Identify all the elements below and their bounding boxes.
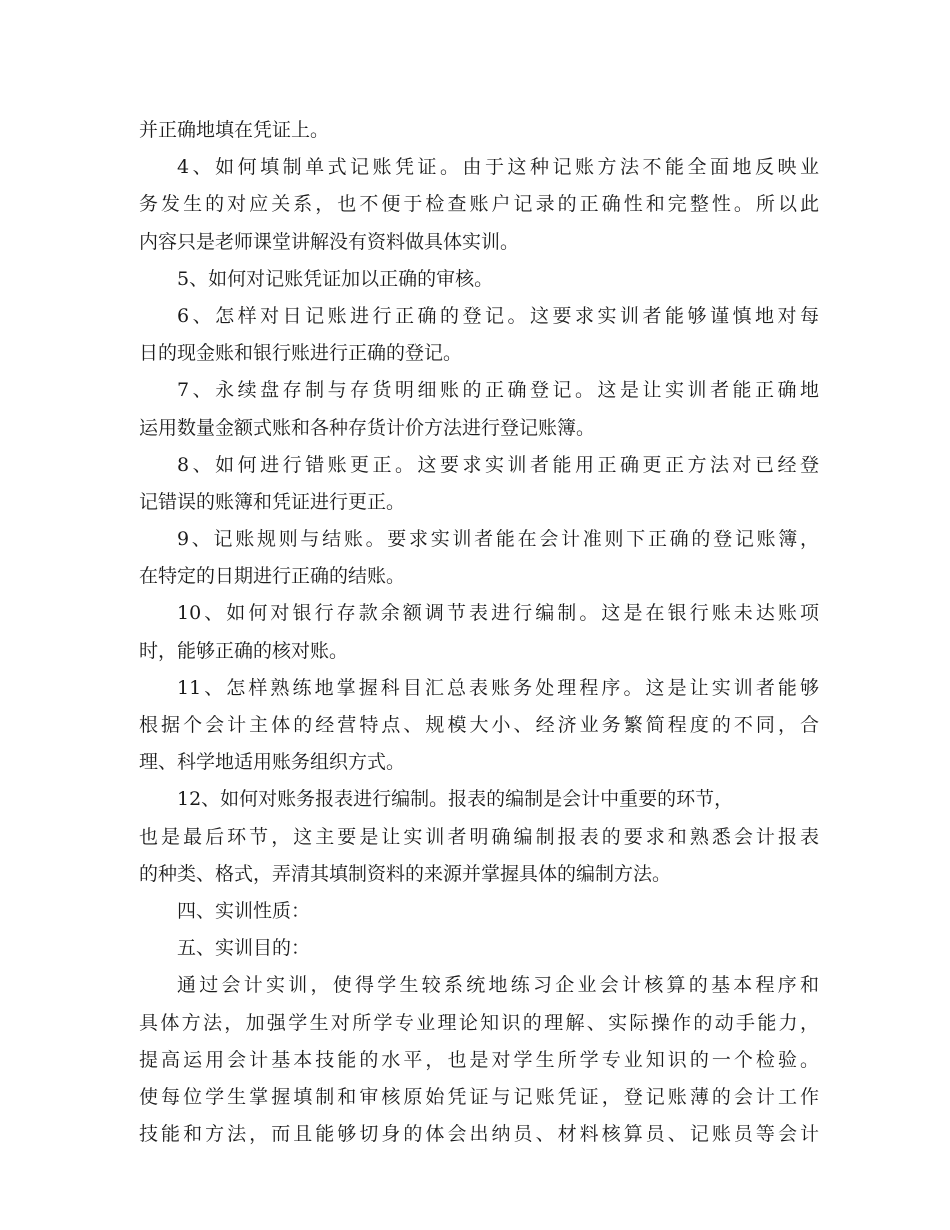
text-line: 理、科学地适用账务组织方式。	[139, 751, 406, 774]
text-line: 具体方法，加强学生对所学专业理论知识的理解、实际操作的动手能力，	[139, 1011, 819, 1034]
text-line: 日的现金账和银行账进行正确的登记。	[139, 342, 463, 365]
text-line: 7、永续盘存制与存货明细账的正确登记。这是让实训者能正确地	[177, 379, 819, 402]
text-line: 10、如何对银行存款余额调节表进行编制。这是在银行账未达账项	[177, 602, 819, 625]
text-line: 8、如何进行错账更正。这要求实训者能用正确更正方法对已经登	[177, 453, 819, 476]
text-line: 12、如何对账务报表进行编制。报表的编制是会计中重要的环节，	[177, 788, 734, 811]
text-line: 5、如何对记账凭证加以正确的审核。	[177, 267, 494, 290]
text-line: 四、实训性质：	[177, 899, 311, 922]
text-line: 并正确地填在凭证上。	[139, 119, 330, 141]
text-line: 内容只是老师课堂讲解没有资料做具体实训。	[139, 230, 520, 253]
text-line: 使每位学生掌握填制和审核原始凭证与记账凭证，登记账薄的会计工作	[139, 1085, 819, 1108]
text-line: 根据个会计主体的经营特点、规模大小、经济业务繁简程度的不同，合	[139, 714, 819, 736]
text-line: 五、实训目的：	[177, 937, 311, 960]
text-line: 6、怎样对日记账进行正确的登记。这要求实训者能够谨慎地对每	[177, 304, 819, 327]
text-line: 通过会计实训，使得学生较系统地练习企业会计核算的基本程序和	[177, 974, 819, 997]
text-line: 11、怎样熟练地掌握科目汇总表账务处理程序。这是让实训者能够	[177, 676, 819, 699]
text-line: 在特定的日期进行正确的结账。	[139, 565, 406, 588]
text-line: 4、如何填制单式记账凭证。由于这种记账方法不能全面地反映业	[177, 156, 819, 179]
text-line: 9、记账规则与结账。要求实训者能在会计准则下正确的登记账簿，	[177, 528, 819, 551]
text-line: 技能和方法，而且能够切身的体会出纳员、材料核算员、记账员等会计	[139, 1123, 819, 1146]
text-line: 也是最后环节，这主要是让实训者明确编制报表的要求和熟悉会计报表	[139, 825, 819, 848]
text-line: 的种类、格式，弄清其填制资料的来源并掌握具体的编制方法。	[139, 862, 672, 885]
text-line: 提高运用会计基本技能的水平，也是对学生所学专业知识的一个检验。	[139, 1048, 819, 1071]
document-body	[139, 112, 819, 1153]
text-line: 务发生的对应关系，也不便于检查账户记录的正确性和完整性。所以此	[139, 193, 819, 216]
text-line: 运用数量金额式账和各种存货计价方法进行登记账簿。	[139, 416, 596, 439]
text-line: 时，能够正确的核对账。	[139, 639, 349, 662]
text-line: 记错误的账簿和凭证进行更正。	[139, 490, 406, 513]
